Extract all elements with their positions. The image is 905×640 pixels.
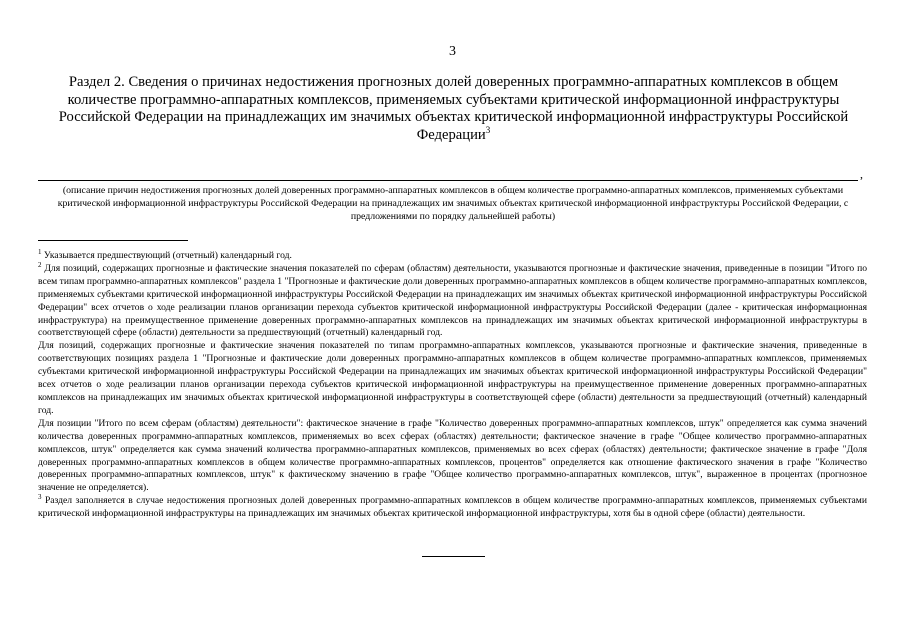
footnote-mark: 3 [38, 493, 42, 502]
fill-in-line [38, 180, 858, 181]
footnotes [38, 247, 867, 521]
footnote-text: Для позиций, содержащих прогнозные и фактические значения показателей по типам программно-аппаратных комплексов, указываются прогнозные и фактические значения, приведенные в соответствующих позициях раздела 1 "Прогнозные и фактические доли доверенных программно-аппаратных комплексов в общем количестве программно-аппаратных комплексов, применяемых субъектами критической информационной инфраструктуры Российской Федерации на принадлежащих им значимых объектах критической информационной инфраструктуры Российской Федерации" всех отчетов о ходе реализации планов организации перехода субъектов критической информационной инфраструктуры на преимущественное применение доверенных программно-аппаратных комплексов на принадлежащих им значимых объектах критической информационной инфраструктуры в соответствующей сфере (области) деятельности за предшествующий (отчетный) календарный год. [38, 340, 867, 416]
footnote-2-continued [38, 418, 867, 495]
footnote-1 [38, 247, 867, 263]
footnote-mark: 2 [38, 260, 42, 269]
footnote-3 [38, 495, 867, 521]
footnote-mark: 1 [38, 247, 42, 256]
footnote-2-continued [38, 340, 867, 417]
page-number: 3 [449, 44, 456, 59]
section-title-text: Раздел 2. Сведения о причинах недостижения прогнозных долей доверенных программно-аппаратных комплексов в общем количестве программно-аппаратных комплексов, применяемых субъектами критической информационной инфраструктуры Российской Федерации на принадлежащих им значимых объектах критической информационной инфраструктуры Российской Федерации [58, 74, 849, 143]
footnote-text: Для позиций, содержащих прогнозные и фактические значения показателей по сферам (областям) деятельности, указываются прогнозные и фактические значения, приведенные в позиции "Итого по всем типам программно-аппаратных комплексов" раздела 1 "Прогнозные и фактические доли доверенных программно-аппаратных комплексов в общем количестве программно-аппаратных комплексов, применяемых субъектами критической информационной инфраструктуры Российской Федерации на принадлежащих им значимых объектах критической информационной инфраструктуры Российской Федерации" всех отчетов о ходе реализации планов организации перехода субъектов критической информационной инфраструктуры Российской Федерации (далее - критическая информационная инфраструктура) на преимущественное применение доверенных программно-аппаратных комплексов на принадлежащих им значимых объектах критической информационной инфраструктуры в соответствующей сфере (области) деятельности за предшествующий (отчетный) календарный год. [38, 262, 867, 339]
footnote-text: Указывается предшествующий (отчетный) календарный год. [43, 250, 292, 261]
footnote-divider [38, 240, 188, 241]
footnote-text: Для позиции "Итого по всем сферам (областям) деятельности": фактическое значение в графе "Количество доверенных программно-аппаратных комплексов, штук" определяется как сумма значений количества доверенных программно-аппаратных комплексов, применяемых во всех сферах (областях) деятельности; фактическое значение в графе "Общее количество программно-аппаратных комплексов, штук" определяется как сумма значений количества программно-аппаратных комплексов, применяемых во всех сферах (областях) деятельности; фактическое значение в графе "Доля доверенных программно-аппаратных комплексов в общем количестве программно-аппаратных комплексов, процентов" определяется как отношение фактического значения в графе "Количество доверенных программно-аппаратных комплексов, штук" к фактическому значению в графе "Общее количество программно-аппаратных комплексов, штук", выраженное в процентах (прогнозное значение не определяется). [38, 417, 867, 494]
fill-in-caption: (описание причин недостижения прогнозных долей доверенных программно-аппаратных комплексов в общем количестве программно-аппаратных комплексов, применяемых субъектами критической информационной инфраструктуры Российской Федерации на принадлежащих им значимых объектах критической информационной инфраструктуры Российской Федерации, с предложениями по порядку дальнейшей работы) [57, 185, 849, 223]
section-title [50, 74, 857, 144]
footnote-2 [38, 260, 867, 340]
footnote-text: Раздел заполняется в случае недостижения прогнозных долей доверенных программно-аппаратных комплексов в общем количестве программно-аппаратных комплексов, применяемых субъектами критической информационной инфраструктуры на принадлежащих им значимых объектах критической информационной инфраструктуры, хотя бы в одной сфере (области) деятельности. [38, 495, 867, 520]
fill-in-comma: , [860, 167, 863, 181]
end-divider [422, 556, 485, 557]
footnote-reference: 3 [485, 124, 491, 135]
